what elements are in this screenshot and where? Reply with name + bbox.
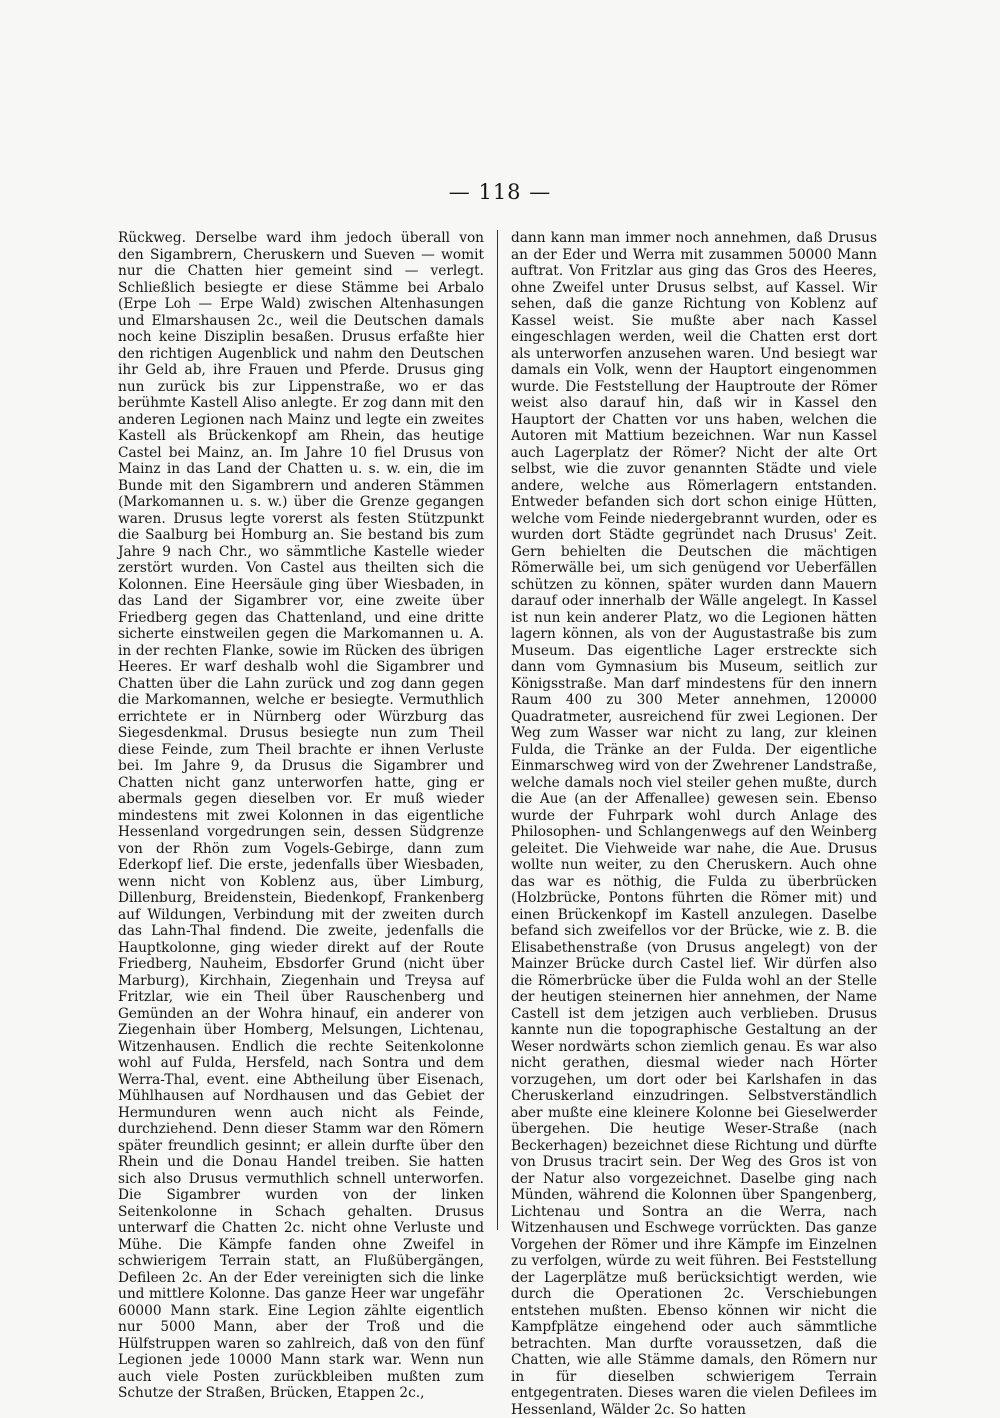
left-column-text: Rückweg. Derselbe ward ihm jedoch überall von den Sigambrern, Cheruskern und Sueven — womit nur die Chatten hier gemeint sind — verlegt. Schließlich besiegte er diese Stämme bei Arbalo (Erpe Loh — Erpe Wald) zwischen Altenhasungen und Elmarshausen 2c., weil die Deutschen damals noch keine Disziplin besaßen. Drusus erfaßte hier den richtigen Augenblick und nahm den Deutschen ihr Geld ab, ihre Frauen und Pferde. Drusus ging nun zurück bis zur Lippenstraße, wo er das berühmte Kastell Aliso anlegte. Er zog dann mit den anderen Legionen nach Mainz und legte ein zweites Kastell als Brückenkopf am Rhein, das heutige Castel bei Mainz, an. Im Jahre 10 fiel Drusus von Mainz in das Land der Chatten u. s. w. ein, die im Bunde mit den Sigambrern und anderen Stämmen (Markomannen u. s. w.) über die Grenze gegangen waren. Drusus legte vorerst als festen Stützpunkt die Saalburg bei Homburg an. Sie bestand bis zum Jahre 9 nach Chr., wo sämmtliche Kastelle wieder zerstört wurden. Von Castel aus theilten sich die Kolonnen. Eine Heersäule ging über Wiesbaden, in das Land der Sigambrer vor, eine zweite über Friedberg gegen das Chattenland, und eine dritte sicherte einstweilen gegen die Markomannen u. A. in der rechten Flanke, sowie im Rücken des übrigen Heeres. Er warf deshalb wohl die Sigambrer und Chatten über die Lahn zurück und zog dann gegen die Markomannen, welche er besiegte. Vermuthlich errichtete er in Nürnberg oder Würzburg das Siegesdenkmal. Drusus besiegte nun zum Theil diese Feinde, zum Theil brachte er ihnen Verluste bei. Im Jahre 9, da Drusus die Sigambrer und Chatten nicht ganz unterworfen hatte, ging er abermals gegen dieselben vor. Er muß wieder mindestens mit zwei Kolonnen in das eigentliche Hessenland vorgedrungen sein, dessen Südgrenze von der Rhön zum Vogels-Gebirge, dann zum Ederkopf lief. Die erste, jedenfalls über Wiesbaden, wenn nicht von Koblenz aus, über Limburg, Dillenburg, Breidenstein, Biedenkopf, Frankenberg auf Wildungen, Verbindung mit der zweiten durch das Lahn-Thal findend. Die zweite, jedenfalls die Hauptkolonne, ging wieder direkt auf der Route Friedberg, Nauheim, Ebsdorfer Grund (nicht über Marburg), Kirchhain, Ziegenhain und Treysa auf Fritzlar, wie ein Theil über Rauschenberg und Gemünden an der Wohra hinauf, ein anderer von Ziegenhain über Homberg, Melsungen, Lichtenau, Witzenhausen. Endlich die rechte Seitenkolonne wohl auf Fulda, Hersfeld, nach Sontra und dem Werra-Thal, event. eine Abtheilung über Eisenach, Mühlhausen auf Nordhausen und das Gebiet der Hermunduren wenn auch nicht als Feinde, durchziehend. Denn dieser Stamm war den Römern später freundlich gesinnt; er allein durfte über den Rhein und die Donau Handel treiben. Sie hatten sich also Drusus vermuthlich schnell unterworfen. Die Sigambrer wurden von der linken Seitenkolonne in Schach gehalten. Drusus unterwarf die Chatten 2c. nicht ohne Verluste und Mühe. Die Kämpfe fanden ohne Zweifel in schwierigem Terrain statt, an Flußübergängen, Defileen 2c. An der Eder vereinigten sich die linke und mittlere Kolonne. Das ganze Heer war ungefähr 60000 Mann stark. Eine Legion zählte eigentlich nur 5000 Mann, aber der Troß und die Hülfstruppen waren so zahlreich, daß von den fünf Legionen jede 10000 Mann stark war. Wenn nun auch viele Posten zurückbleiben mußten zum Schutze der Straßen, Brücken, Etappen 2c., [118, 230, 484, 1401]
right-column-text: dann kann man immer noch annehmen, daß Drusus an der Eder und Werra mit zusammen 50000 Mann auftrat. Von Fritzlar aus ging das Gros des Heeres, ohne Zweifel unter Drusus selbst, auf Kassel. Wir sehen, daß die ganze Richtung von Koblenz auf Kassel weist. Sie mußte aber nach Kassel eingeschlagen werden, weil die Chatten erst dort als unterworfen anzusehen waren. Und besiegt war damals ein Volk, wenn der Hauptort eingenommen wurde. Die Feststellung der Hauptroute der Römer weist also darauf hin, daß wir in Kassel den Hauptort der Chatten vor uns haben, welchen die Autoren mit Mattium bezeichnen. War nun Kassel auch Lagerplatz der Römer? Nicht der alte Ort selbst, wie die zuvor genannten Städte und viele andere, welche aus Römerlagern entstanden. Entweder befanden sich dort schon einige Hütten, welche vom Feinde niedergebrannt wurden, oder es wurden dort Städte gegründet nach Drusus' Zeit. Gern behielten die Deutschen die mächtigen Römerwälle bei, um sich genügend vor Ueberfällen schützen zu können, später wurden dann Mauern darauf oder innerhalb der Wälle angelegt. In Kassel ist nun kein anderer Platz, wo die Legionen hätten lagern können, als von der Augustastraße bis zum Museum. Das eigentliche Lager erstreckte sich dann vom Gymnasium bis Museum, seitlich zur Königsstraße. Man darf mindestens für den innern Raum 400 zu 300 Meter annehmen, 120000 Quadratmeter, ausreichend für zwei Legionen. Der Weg zum Wasser war nicht zu lang, zur kleinen Fulda, die Tränke an der Fulda. Der eigentliche Einmarschweg wird von der Zwehrener Landstraße, welche damals noch viel steiler gehen mußte, durch die Aue (an der Affenallee) gewesen sein. Ebenso wurde der Fuhrpark wohl durch Anlage des Philosophen- und Schlangenwegs auf den Weinberg geleitet. Die Viehweide war nahe, die Aue. Drusus wollte nun weiter, zu den Cheruskern. Auch ohne das war es nöthig, die Fulda zu überbrücken (Holzbrücke, Pontons führten die Römer mit) und einen Brückenkopf im Kastell anzulegen. Daselbe befand sich zweifellos vor der Brücke, wie z. B. die Elisabethenstraße (von Drusus angelegt) von der Mainzer Brücke durch Castel lief. Wir dürfen also die Römerbrücke über die Fulda wohl an der Stelle der heutigen steinernen hier annehmen, der Name Castell ist dem jetzigen auch verblieben. Drusus kannte nun die topographische Gestaltung an der Weser nordwärts schon ziemlich genau. Es war also nicht gerathen, diesmal wieder nach Hörter vorzugehen, um dort oder bei Karlshafen in das Cheruskerland einzudringen. Selbstverständlich aber mußte eine kleinere Kolonne bei Gieselwerder übergehen. Die heutige Weser-Straße (nach Beckerhagen) bezeichnet diese Richtung und dürfte von Drusus tracirt sein. Der Weg des Gros ist von der Natur also vorgezeichnet. Daselbe ging nach Münden, während die Kolonnen über Spangenberg, Lichtenau und Sontra an die Werra, nach Witzenhausen und Eschwege vorrückten. Das ganze Vorgehen der Römer und ihre Kämpfe im Einzelnen zu verfolgen, würde zu weit führen. Bei Feststellung der Lagerplätze muß berücksichtigt werden, wie durch die Operationen 2c. Verschiebungen entstehen mußten. Ebenso können wir nicht die Kampfplätze eingehend oder auch sämmtliche betrachten. Man durfte voraussetzen, daß die Chatten, wie alle Stämme damals, den Römern nur in für dieselben schwierigem Terrain entgegentraten. Dieses waren die vielen Defilees im Hessenland, Wälder 2c. So hatten [511, 230, 877, 1418]
right-column [511, 230, 877, 1418]
column-divider [497, 230, 498, 1230]
left-column [118, 230, 484, 1401]
page-number: — 118 — [448, 180, 552, 204]
